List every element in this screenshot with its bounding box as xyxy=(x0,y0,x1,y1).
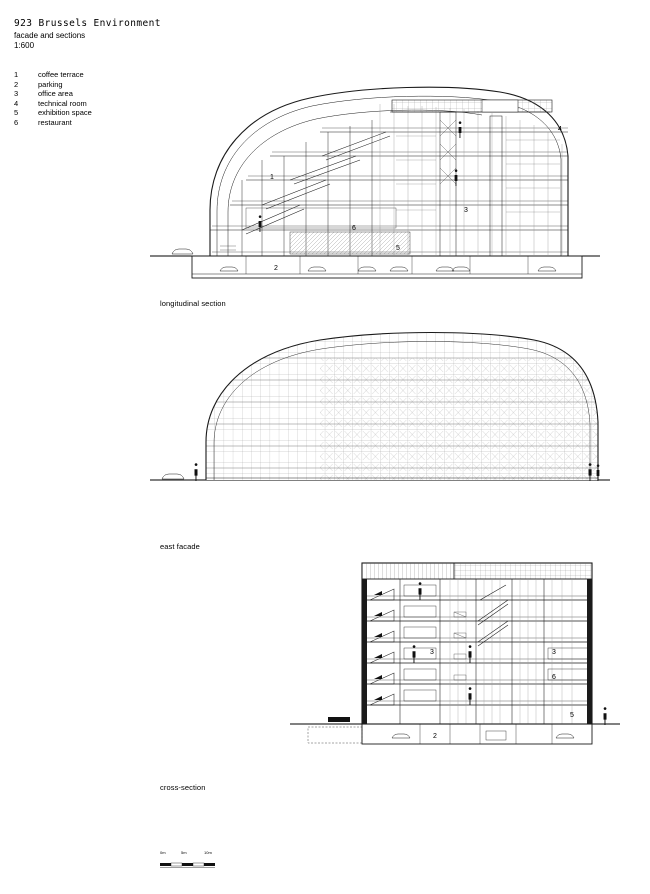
caption-longitudinal-section: longitudinal section xyxy=(160,299,226,308)
legend-item-number: 2 xyxy=(14,79,19,89)
legend-item-label: office area xyxy=(38,89,73,99)
legend-item-number: 1 xyxy=(14,70,19,79)
legend-item-number: 6 xyxy=(14,117,19,127)
room-tag: 1 xyxy=(270,174,274,181)
room-tag: 3 xyxy=(464,207,468,214)
caption-east-facade: east facade xyxy=(160,542,200,551)
legend-item-number: 3 xyxy=(14,89,19,99)
room-tag: 5 xyxy=(570,712,574,719)
room-tag: 5 xyxy=(396,245,400,252)
legend-item-number: 5 xyxy=(14,108,19,118)
longitudinal-section-drawing xyxy=(150,60,600,285)
scale-tick-2: 10m xyxy=(204,850,212,855)
legend-item-label: technical room xyxy=(38,98,87,108)
room-tag: 2 xyxy=(274,265,278,272)
room-tag: 4 xyxy=(558,126,562,133)
room-tag: 3 xyxy=(552,649,556,656)
legend-item-label: parking xyxy=(38,79,63,89)
room-tag: 2 xyxy=(433,733,437,740)
scale-tick-1: 5m xyxy=(181,850,187,855)
room-tag: 3 xyxy=(430,649,434,656)
legend-item-label: restaurant xyxy=(38,117,72,127)
caption-cross-section: cross-section xyxy=(160,783,206,792)
title-block xyxy=(14,18,214,51)
sheet-subtitle: facade and sections xyxy=(14,31,86,40)
sheet-scale: 1:600 xyxy=(14,41,35,50)
legend-item-label: coffee terrace xyxy=(38,70,84,79)
room-tag: 6 xyxy=(552,674,556,681)
legend-item-number: 4 xyxy=(14,98,19,108)
room-tag: 6 xyxy=(352,225,356,232)
scale-bar-graphic xyxy=(160,862,224,870)
scale-bar-labels xyxy=(160,850,224,857)
scale-bar xyxy=(160,850,224,875)
scale-tick-0: 0m xyxy=(160,850,166,855)
east-facade-drawing xyxy=(150,330,610,510)
cross-section-drawing xyxy=(290,555,620,760)
project-title: 923 Brussels Environment xyxy=(14,18,161,29)
legend-item-label: exhibition space xyxy=(38,108,92,118)
